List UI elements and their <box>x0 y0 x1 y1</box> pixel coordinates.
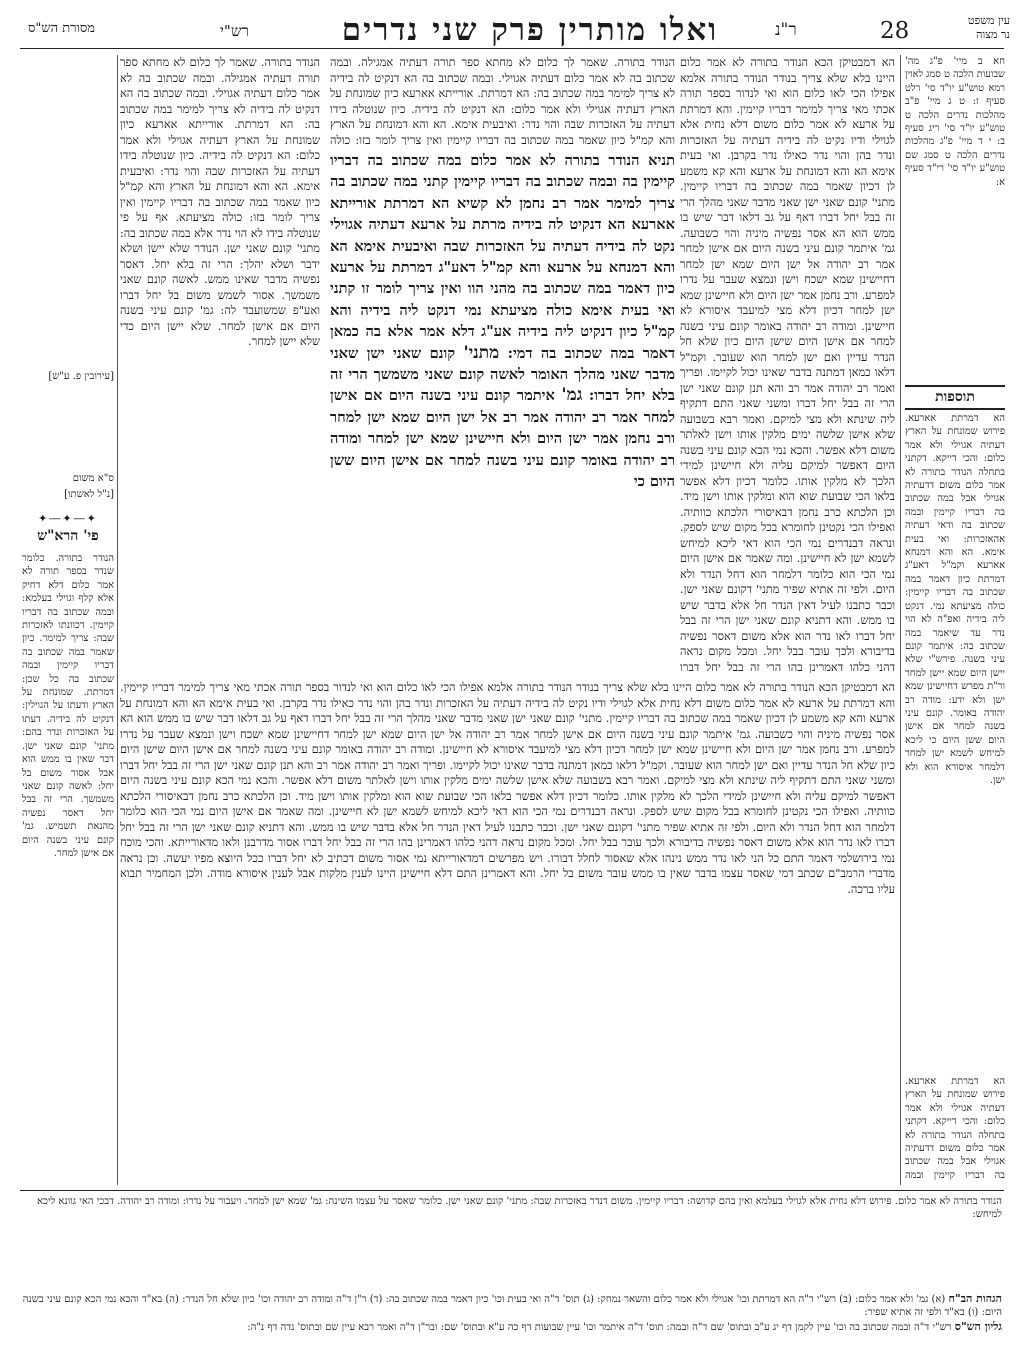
hagahot-label: הגהות הב"ח <box>948 1292 1002 1305</box>
masoret-hashas-label: מסורת הש"ס <box>28 21 95 36</box>
footer-rule <box>20 1190 1004 1191</box>
ner-mitzva-label-line: נר מצוה <box>976 28 1010 41</box>
header-rule <box>20 48 1004 49</box>
ran-lower-commentary: הא דמבטיקן הכא הנודר בתורה לא אמר כלום היינו בלא שלא צריך בנודר הנודר בתורה אלמא אפילו הכי לאו כלום הוא ואי לנדור בספר תורה אכתי מאי צריך למימר דבריו קיימין. והא דמרתת על ארעא לא אמר כלום משום דלא נחית אלא לגוילי ודיו נקיט לה בידיה דעתיה על האזכרות ונדר בהן והוי נדר כאילו נדר בקרבן. ואי בעית אימא הא והא דמונחת על ארעא והא קא משמע לן דכיון שאמר במה שכתוב בה דבריו קיימין. מתני' קונם שאני ישן שאני מדבר שאני מהלך הרי זה בבל יחל דברו דאף על גב דלאו דבר שיש בו ממש הוא הא אסר נפשיה מיניה והוי כשבועה. גמ' איתמר קונם עיני בשנה היום אם אישן למחר אמר רב יהודה אל ישן היום שמא ישן למחר דחיישינן שמא ישכח וישן ונמצא שעבר על נדרו למפרע. ורב נחמן אמר ישן היום ולא חיישינן שמא ישן למחר דכיון דלא מצי למיעבד איסורא לא חיישינן. ומודה רב יהודה באומר קונם עיני בשנה למחר אם אישן היום שישן היום כיון שלא חל הנדר עדיין ואם ישן למחר הוא שעובר. וקמ"ל דלאו כמאן דמתנה בדבר שאינו יכול לקיימו. ופריך ואמר רב יהודה אמר רב והא תנן קונם שאני ישן הרי זה בבל יחל דברו ומשני שאני התם דתקיף ליה שינתא ולא מצי למיקם. ואמר רבא בשבועה שלא אישן שלשה ימים מלקין אותו וישן לאלתר משום דלא אפשר. והכא נמי הכא קונם עיני בשנה היום דאפשר למיקם עליה ולא חיישינן למידי הלכך לא מלקין אותו. כלומר דכיון דלא אפשר בלאו הכי שבועת שוא הוא ומלקין אותו וישן מיד. וכן הלכתא כרב נחמן דבאיסורי הלכתא כוותיה. ואפילו הכי נקטינן לחומרא בכל מקום שיש לספק. ונראה דבנדרים נמי הכי הוא דאי ליכא למיחש לשמא ישן לא חיישינן. ומה שאמר אם אישן היום נמי הכי הוא כלומר דלמחר הוא דחל הנדר ולא היום. ולפי זה אתיא שפיר מתני' דקונם שאני ישן. וכבר כתבנו לעיל דאין הנדר חל אלא בדבר שיש בו ממש. והא דתניא קונם שאני ישן הרי זה בבל יחל דברו לאו נדר הוא אלא משום דאסר נפשיה בדיבורא ולכך עובר בבל יחל. ומכל מקום נראה דהני כלהו דאמרינן בהו הרי זה בבל יחל דברו אסור מדרבנן ולאו מדאורייתא. והכי מוכח נמי בירושלמי דאמר התם כל הני לאו נדר ממש נינהו אלא שאסור לחלל דבורו. ויש מפרשים דמדאורייתא נמי אסור משום דכתיב לא יחל דברו ככל היוצא מפיו יעשה. וכן נראה מדברי הרמב"ם שכתב דמי שאסר עצמו בדבר שאין בו ממש עובר משום בל יחל. והא דאמרינן התם דלא חיישינן היינו לענין מלקות אבל לענין איסורא מודה. ולכן המחמיר תבוא עליו ברכה. <box>120 681 895 896</box>
rosh-heading: פי' הרא"ש <box>37 528 99 544</box>
upper-center-commentary: הנודר בתורה. שאמר לך כלום לא מחתא ספר תורה דעתיה אמגילה. ובמה שכתוב בה לא אמר כלום דעתיה אגוילי. ובמה שכתוב בה הא דנקיט לה בידיה לא צריך למימר במה שכתוב בה: הא דמרתת. אורייתא אארעא כיון שמונחת על הארץ דעתיה אגוילי ולא אמר כלום: הא דנקיט לה בידיה. כיון שנוטלה בידו דעתיה על האזכרות שבה והוי נדר: ואיבעית אימא. הא והא דמונחת על הארץ והא קמ"ל כיון שאמר במה שכתוב בה דבריו קיימין ואין צריך לומר בזו: כולה <box>330 56 675 145</box>
ran-upper-column: הא דמבטיקן הכא הנודר בתורה לא אמר כלום היינו בלא שלא צריך בנודר הנודר בתורה אלמא אפילו הכי לאו כלום הוא ואי לנדור בספר תורה אכתי מאי צריך למימר דבריו קיימין. והא דמרתת על ארעא לא אמר כלום משום דלא נחית אלא לגוילי ודיו נקיט לה בידיה דעתיה על האזכרות ונדר בהן והוי נדר כאילו נדר בקרבן. ואי בעית אימא הא והא דמונחת על ארעא והא קא משמע לן דכיון שאמר במה שכתוב בה דבריו קיימין. מתני' קונם שאני ישן שאני מדבר שאני מהלך הרי זה בבל יחל דברו דאף על גב דלאו דבר שיש בו ממש הוא הא אסר נפשיה מיניה והוי כשבועה. גמ' איתמר קונם עיני בשנה היום אם אישן למחר אמר רב יהודה אל ישן היום שמא ישן למחר דחיישינן שמא ישכח וישן ונמצא שעבר על נדרו למפרע. ורב נחמן אמר ישן היום ולא חיישינן שמא ישן למחר דכיון דלא מצי למיעבד איסורא לא חיישינן. ומודה רב יהודה באומר קונם עיני בשנה למחר אם אישן היום שישן היום כיון שלא חל הנדר עדיין ואם ישן למחר הוא שעובר. וקמ"ל דלאו כמאן דמתנה בדבר שאינו יכול לקיימו. ופריך ואמר רב יהודה אמר רב והא תנן קונם שאני ישן הרי זה בבל יחל דברו ומשני שאני התם דתקיף ליה שינתא ולא מצי למיקם. ואמר רבא בשבועה שלא אישן שלשה ימים מלקין אותו וישן לאלתר משום דלא אפשר. והכא נמי הכא קונם עיני בשנה היום דאפשר למיקם עליה ולא חיישינן למידי הלכך לא מלקין אותו. כלומר דכיון דלא אפשר בלאו הכי שבועת שוא הוא ומלקין אותו וישן מיד. וכן הלכתא כרב נחמן דבאיסורי הלכתא כוותיה. ואפילו הכי נקטינן לחומרא בכל מקום שיש לספק. ונראה דבנדרים נמי הכי הוא דאי ליכא למיחש לשמא ישן לא חיישינן. ומה שאמר אם אישן היום נמי הכי הוא כלומר דלמחר הוא דחל הנדר ולא היום. ולפי זה אתיא שפיר מתני' דקונם שאני ישן. וכבר כתבנו לעיל דאין הנדר חל אלא בדבר שיש בו ממש. והא דתניא קונם שאני ישן הרי זה בבל יחל דברו לאו נדר הוא אלא משום דאסר נפשיה בדיבורא ולכך עובר בבל יחל. ומכל מקום נראה דהני כלהו דאמרינן בהו הרי זה בבל יחל דברו <box>680 56 895 674</box>
ein-mishpat-label <box>925 14 1010 42</box>
page-number: 28 <box>880 18 910 44</box>
hagahot-text: (א) גמ' ולא אמר כלום: (ב) רש"י ד"ה הא דמרתת וכו' אגוילי ולא אמר כלום והשאר נמחק: (ג) תוס' ד"ה ואי בעית וכו' כיון דאמר במה שכתוב בה: (ד) ר"ן ד"ה ומודה רב יהודה וכו' כיון שלא חל הנדר: (ה) בא"ד והכא נמי הכא קונם עיני בשנה היום: (ו) בא"ד ולפי זה אתיא שפיר: <box>22 1294 1002 1318</box>
tosafot-heading: תוספות <box>905 385 1005 410</box>
gemara-label: גמ' <box>561 385 583 406</box>
rosh-ornament: ✦―✦―✦ <box>38 512 98 525</box>
gilyon-line <box>22 1320 1002 1346</box>
mishna-text: קונם שאני ישן שאני מדבר שאני מהלך האומר לאשה קונם שאני משמשך הרי זה בלא יחל דברו: <box>330 344 675 405</box>
marginal-note-3: [נ"ל לאשתו] <box>64 489 114 500</box>
gilyon-label: גליון הש"ס <box>954 1320 1002 1333</box>
ein-mishpat-label-line: עין משפט <box>967 14 1010 27</box>
footer-notes-block: הנודר בתורה לא אמר כלום. פירוש דלא נחית אלא לגוילי בעלמא ואין בהם קדושה: דבריו קיימין. משום דנדר באזכרות שבה: מתני' קונם שאני ישן. כלומר שאסר על עצמו השינה: גמ' שמא ישן למחר. ויעבור על נדרו: ומודה רב יהודה. דבכי האי גוונא ליכא למיחש: <box>37 1196 1002 1220</box>
gemara-continuation: איתמר קונם עיני בשנה היום אם אישן למחר אמר רב יהודה אמר רב אל ישן היום שמא ישן למחר ורב נחמן אמר ישן היום ולא חיישינן שמא ישן למחר ומודה רב יהודה באומר קונם עיני בשנה למחר אם אישן היום ששן היום כי <box>330 387 675 491</box>
tosafot-continuation: הא דמרתת אארעא. פירוש שמונחת על הארץ דעתיה אגוילי ולא אמר כלום: והכי דייקא. דקתני בתחלה הנודר בתורה לא אמר כלום משום דדעתיה אגוילי אבל במה שכתוב בה דבריו קיימין ובמה <box>905 1076 1005 1181</box>
daf-number: ר"נ <box>775 20 797 40</box>
page-header <box>20 10 1010 50</box>
rashi-column: הנודר בתורה. שאמר לך כלום לא מחתא ספר תורה דעתיה אמגילה. ובמה שכתוב בה לא אמר כלום דעתיה אגוילי. ובמה שכתוב בה הא דנקיט לה בידיה לא צריך למימר במה שכתוב בה: הא דמרתת. אורייתא אארעא כיון שמונחת על הארץ דעתיה אגוילי ולא אמר כלום: הא דנקיט לה בידיה. כיון שנוטלה בידו דעתיה על האזכרות שבה והוי נדר: ואיבעית אימא. הא והא דמונחת על הארץ והא קמ"ל כיון שאמר במה שכתוב בה דבריו קיימין ואין צריך לומר בזו: כולה מציעתא. אף על פי שנוטלה בידו לא הוי נדר אלא במה שכתוב בה: מתני' קונם שאני ישן. הנודר שלא יישן ושלא ידבר ושלא יהלך: הרי זה בלא יחל. דאסר נפשיה מדבר שאינו ממש. לאשה קונם שאני משמשך. אסור לשמש משום בל יחל דברו ואע"פ שמשועבד לה: גמ' קונם עיני בשנה היום אם אישן למחר. שלא יישן היום כדי שלא יישן למחר. <box>120 56 320 348</box>
marginal-note-2: ס"א משום <box>72 473 114 484</box>
rashi-header-label: רש"י <box>220 22 249 40</box>
mishna-label: מתני' <box>463 342 500 363</box>
column-divider-right <box>900 55 901 1185</box>
column-divider-left <box>117 55 118 1185</box>
gilyon-text: רש"י ד"ה ובמה שכתוב בה וכו' עיין לקמן דף יג ע"ב ובתוס' שם ד"ה ובמה: תוס' ד"ה איתמר וכו' עיין שבועות דף כה ע"א ובתוס' שם: ובר"ן ד"ה ואמר רבא עיין שם ובתוס' נדה דף נ"ה: <box>247 1322 952 1333</box>
rosh-column: הנודר בתורה. כלומר שנדר בספר תורה לא אמר כלום דלא דחיק אלא קלף וגוילי בעלמא: ובמה שכתוב בה דבריו קיימין. דכוונתו לאזכרות שבה: צריך למימר. כיון שאמר במה שכתוב בה דבריו קיימין ובמה שכתוב בה כל שכן: דמרתת. שמונחת על הארץ ודעתו על הגוילין: דנקיט לה בידיה. דעתו על האזכרות ונדר בהם: מתני' קונם שאני ישן. דבר שאין בו ממש הוא אבל אסור משום בל יחל: לאשה קונם שאני משמשך. הרי זה בבל יחל דאסר נפשיה מהנאת תשמיש. גמ' קונם עיני בשנה היום אם אישן למחר. <box>22 553 114 859</box>
marginal-note-1: [עירובין פ. ע"ש] <box>48 371 114 382</box>
page-title: ואלו מותרין פרק שני נדרים <box>341 12 719 48</box>
ein-mishpat-column: חא ב מיי' פ"ג מה' שבועות הלכה ט סמג לאוין רמא טוש"ע יו"ד סי' רלט סעיף ז: ט ג מיי' פ"ב מהלכות נדרים הלכה ט טוש"ע יו"ד סי' ריג סעיף ב: י ד מיי' פ"ג מהלכות נדרים הלכה ט סמג שם טוש"ע יו"ד סי' רי"ד סעיף א: <box>905 56 1005 188</box>
hagahot-line <box>22 1292 1002 1318</box>
tosafot-column: הא דמרתת אארעא. פירוש שמונחת על הארץ דעתיה אגוילי ולא אמר כלום: והכי דייקא. דקתני בתחלה הנודר בתורה לא אמר כלום משום דדעתיה אגוילי אבל במה שכתוב בה דבריו קיימין ובמה שכתוב בה ודאי דעתיה אהאזכרות: ואי בעית אימא. הא והא דמנחא אארעא וקמ"ל דאע"ג דמרתת כיון דאמר במה שכתוב בה דבריו קיימין: כולה מציעתא נמי. דנקט ליה בידיה ואפ"ה לא הוי נדר עד שיאמר במה שכתוב בה: איתמר קונם עיני בשנה. פירש"י שלא יישן היום שמא יישן למחר ור"ת מפרש דחיישינן שמא ישן ולא ידע: מודה רב יהודה באומר. קונם עיני בשנה למחר אם אישן היום ששן היום כי ליכא למיחש לשמא ישן למחר דלמחר איסורא הוא ולא ישן. <box>905 413 1005 786</box>
gemara-main-block <box>330 150 675 620</box>
gemara-text: תניא הנודר בתורה לא אמר כלום במה שכתוב בה דבריו קיימין בה ובמה שכתוב בה דבריו קיימין קתני במה שכתוב בה צריך למימר אמר רב נחמן לא קשיא הא דמרתת אורייתא אארעא הא דנקיט לה בידיה מרתת על ארעא דעתיה אגוילי נקט לה בידיה דעתיה על האזכרות שבה ואיבעית אימא הא והא דמנחא על ארעא והא קמ"ל דאע"ג דמרתת על ארעא כיון דאמר במה שכתוב בה מהני הוו ואין צריך לומר זו קתני ואי בעית אימא כולה מציעתא נמי דנקט ליה בידיה והא קמ"ל כיון דנקיט ליה בידיה אע"ג דלא אמר אלא בה כמאן דאמר במה שכתוב בה דמי: <box>330 152 675 362</box>
